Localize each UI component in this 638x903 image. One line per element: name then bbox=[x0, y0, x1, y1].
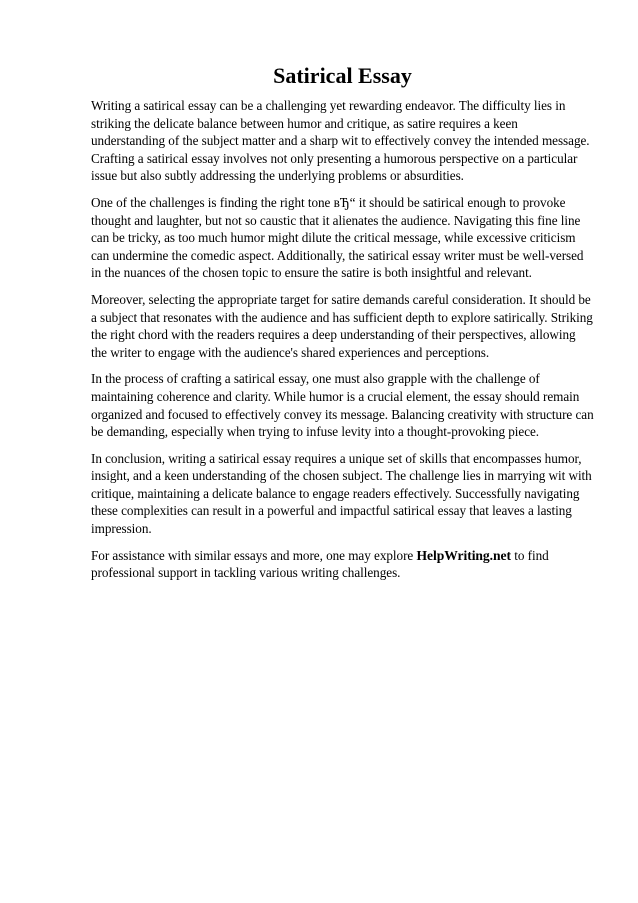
paragraph-3: Moreover, selecting the appropriate target for satire demands careful consideration. It should be a subject that resonates with the audience and has sufficient depth to explore satirically. Striking the right chord with the readers requires a deep understanding of their perspectives, allowing the writer to engage with the audience's shared experiences and perceptions. bbox=[91, 291, 593, 360]
closing-text-after: to find professional support in tackling various writing challenges. bbox=[91, 547, 549, 581]
paragraph-2: One of the challenges is finding the right tone вЂ“ it should be satirical enough to provoke thought and laughter, but not so caustic that it alienates the audience. Navigating this fine line can be tricky, as too much humor might dilute the critical message, while excessive criticism can undermine the comedic aspect. Additionally, the satirical essay writer must be well-versed in the nuances of the chosen topic to ensure the satire is both insightful and relevant. bbox=[91, 194, 584, 281]
closing-text-before: For assistance with similar essays and more, one may explore bbox=[91, 547, 414, 563]
closing-paragraph bbox=[91, 547, 594, 582]
paragraph-1: Writing a satirical essay can be a challenging yet rewarding endeavor. The difficulty lies in striking the delicate balance between humor and critique, as satire requires a keen understanding of the subject matter and a sharp wit to effectively convey the intended message. Crafting a satirical essay involves not only presenting a humorous perspective on a particular issue but also subtly addressing the underlying problems or absurdities. bbox=[91, 98, 590, 184]
document-title: Satirical Essay bbox=[273, 63, 412, 88]
helpwriting-link[interactable]: HelpWriting.net bbox=[416, 547, 512, 563]
paragraph-4: In the process of crafting a satirical essay, one must also grapple with the challenge of maintaining coherence and clarity. While humor is a crucial element, the essay should remain organized and focused to effectively convey its message. Balancing creativity with structure can be demanding, especially when trying to infuse levity into a thought-provoking piece. bbox=[91, 371, 594, 440]
paragraph-5: In conclusion, writing a satirical essay requires a unique set of skills that encompasses humor, insight, and a keen understanding of the chosen subject. The challenge lies in marrying wit with critique, maintaining a delicate balance to engage readers effectively. Successfully navigating these complexities can result in a powerful and impactful satirical essay that leaves a lasting impression. bbox=[91, 450, 592, 537]
